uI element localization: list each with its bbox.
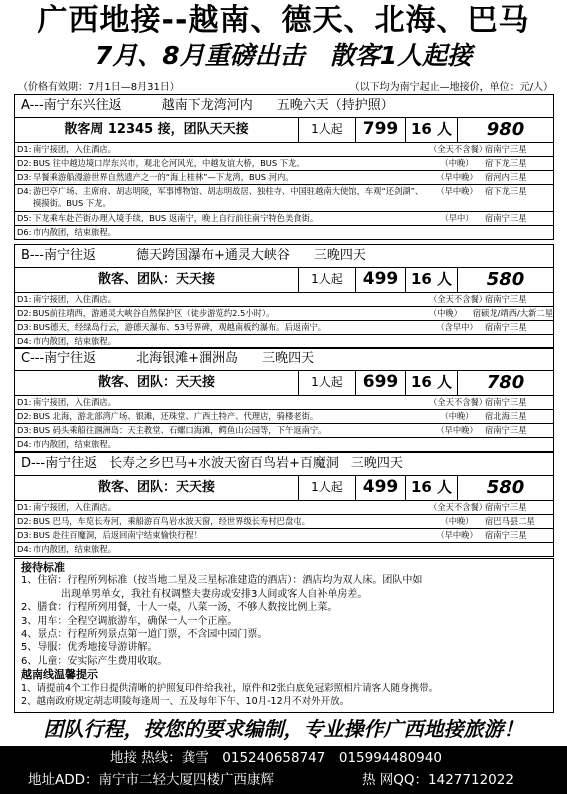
day-label: D2:	[17, 411, 32, 421]
day-hotel: 宿南宁三星	[485, 213, 527, 223]
price-group: 780	[486, 372, 525, 393]
day-hotel: 宿下龙三星	[485, 186, 527, 196]
day-text: 游巴亭广场、主席府、胡志明陵，军事博物馆、胡志明故居、独柱寺、中国驻越南大使馆，车观“还剑湖”、摸摸街。BUS 下龙。	[33, 186, 424, 208]
day-text: BUS 码头乘船往涠洲岛：天主教堂、石螺口海滩，鳄鱼山公园等，下午返南宁。	[33, 425, 327, 435]
day-hotel: 宿南宁三星	[485, 294, 527, 304]
day-text: BUS 巴马，车览长寿河，乘船游百鸟岩水波天窗，经世界级长寿村巴盘屯。	[33, 516, 310, 526]
terms-line: 3、用车：全程空调旅游车，确保一人一个正座。	[21, 615, 238, 627]
route-header-part: B---南宁往返	[21, 248, 96, 263]
day-text: BUS德天，经绿岛行云，游德天瀑布、53号界碑，观越南板约瀑布。后返南宁。	[33, 322, 327, 332]
tips-list	[21, 682, 547, 709]
day-meals: （早中）	[440, 213, 474, 223]
itinerary-day	[15, 529, 553, 543]
route-section	[14, 94, 554, 240]
day-meals: （中晚）	[440, 158, 474, 168]
itinerary-day	[15, 543, 553, 556]
route-header-part: 长寿之乡巴马+水波天窗百鸟岩+百魔洞	[109, 456, 339, 471]
day-label: D2:	[17, 308, 32, 318]
day-label: D2:	[17, 516, 32, 526]
footer	[0, 746, 567, 794]
terms-list	[21, 574, 547, 668]
price-group: 580	[486, 269, 525, 290]
itinerary-day	[15, 424, 553, 438]
terms-title: 接待标准	[21, 561, 65, 574]
day-text: 南宁接团，入住酒店。	[33, 144, 116, 154]
day-text: 早餐乘游船漫游世界自然遗产之一的“海上桂林”—下龙湾，BUS 河内。	[33, 172, 294, 182]
price-single: 799	[356, 118, 406, 142]
day-label: D3:	[17, 322, 32, 332]
itinerary-day	[15, 321, 553, 335]
day-text: BUS 赴往百魔洞，后返回南宁结束愉快行程！	[33, 530, 203, 540]
itinerary-day	[15, 307, 553, 321]
min-people: 1人起	[299, 118, 356, 142]
itinerary-day	[15, 396, 553, 410]
route-header	[15, 95, 553, 118]
slogan: 团队行程，按您的要求编制，专业操作广西地接旅游！	[43, 717, 524, 741]
route-schedule: 散客、团队：天天接	[15, 268, 299, 292]
day-meals: （早中晚）	[436, 425, 478, 435]
day-hotel: 宿硕龙/靖西/大新二星	[472, 308, 553, 318]
day-hotel: 宿下龙三星	[485, 158, 527, 168]
tips-title: 越南线温馨提示	[21, 668, 98, 682]
day-meals: （早中晚）	[436, 172, 478, 182]
route-header	[15, 348, 553, 371]
day-text: 南宁接团，入住酒店。	[33, 294, 116, 304]
terms-line: 6、儿童：安实际产生费用收取。	[21, 655, 168, 667]
day-hotel: 宿南宁三星	[485, 397, 527, 407]
route-header	[15, 245, 553, 268]
day-meals: （全天不含餐）	[429, 294, 488, 304]
route-header-part: 三晚四天	[313, 248, 366, 263]
itinerary-day	[15, 171, 553, 185]
footer-hotline: 地接 热线：龚雪 01524065874​7 015994480940	[110, 750, 442, 766]
route-section	[14, 347, 554, 452]
day-label: D3:	[17, 530, 32, 540]
day-meals: （含早中）	[436, 322, 478, 332]
day-meals	[429, 543, 485, 556]
route-schedule: 散客、团队：天天接	[15, 371, 299, 395]
day-meals: （早中晚）	[436, 530, 478, 540]
terms-line: 出现单男单女，我社有权调整夫妻房或安排3人间或客人自补单房差。	[21, 588, 368, 600]
day-meals	[429, 226, 485, 239]
day-text: 市内散团，结束旅程。	[33, 336, 116, 346]
day-label: D4:	[17, 336, 32, 346]
itinerary-day	[15, 226, 553, 239]
route-header-part: A---南宁东兴往返	[21, 98, 122, 113]
itinerary-day	[15, 185, 553, 212]
tips-line: 2、越南政府规定胡志明陵每逢周一、五及每年下午、10月-12月不对外开放。	[21, 696, 350, 708]
day-text: BUS 北海，游北部湾广场、银滩，还珠堂、广西土特产、代理店，骑楼老街。	[33, 411, 319, 421]
day-meals: （早中晚）	[436, 186, 478, 196]
route-header-part: C---南宁往返	[21, 351, 97, 366]
day-text: 市内散团，结束旅程。	[33, 439, 116, 449]
price-note: （以下均为南宁起止—地接价，单位：元/人）	[349, 82, 553, 93]
price-row	[15, 476, 553, 501]
price-row	[15, 268, 553, 293]
day-label: D3:	[17, 425, 32, 435]
route-section	[14, 244, 554, 349]
day-hotel	[485, 438, 553, 451]
day-label: D4:	[17, 186, 32, 196]
min-people: 1人起	[299, 476, 356, 500]
group-size: 16 人	[406, 371, 458, 395]
day-meals: （全天不含餐）	[429, 144, 488, 154]
route-header-part: 北海银滩+涠洲岛	[136, 351, 239, 366]
day-hotel: 宿南宁三星	[485, 530, 527, 540]
itinerary-day	[15, 212, 553, 226]
price-row	[15, 118, 553, 143]
day-text: BUS前往靖西，游通灵大峡谷自然保护区（徒步游览约2.5小时）。	[32, 308, 275, 318]
terms-line: 2、膳食：行程所列用餐，十人一桌，八菜一汤，不够人数按比例上菜。	[21, 602, 338, 614]
page-title: 广西地接--越南、德天、北海、巴马	[37, 3, 530, 38]
route-header	[15, 453, 553, 476]
day-meals: （中晚）	[428, 308, 463, 318]
route-header-part: 德天跨国瀑布+通灵大峡谷	[136, 248, 290, 263]
price-group: 980	[486, 119, 525, 140]
price-single: 499	[356, 476, 406, 500]
day-label: D6:	[17, 227, 32, 237]
route-section	[14, 452, 554, 557]
itinerary-day	[15, 501, 553, 515]
day-hotel: 宿南宁三星	[485, 322, 527, 332]
route-header-part: 三晚四天	[262, 351, 315, 366]
day-meals: （中晚）	[440, 411, 474, 421]
day-meals: （全天不含餐）	[429, 502, 488, 512]
price-single: 499	[356, 268, 406, 292]
day-text: 南宁接团，入住酒店。	[33, 502, 116, 512]
day-meals: （全天不含餐）	[429, 397, 488, 407]
day-label: D2:	[17, 158, 32, 168]
day-label: D4:	[17, 544, 32, 554]
price-single: 699	[356, 371, 406, 395]
day-label: D4:	[17, 439, 32, 449]
day-hotel: 宿南宁三星	[485, 502, 527, 512]
day-hotel: 宿南宁三星	[485, 144, 527, 154]
terms-line: 1、住宿：行程所列标准（按当地二星及三星标准建造的酒店）：酒店均为双人床。团队中如	[21, 575, 423, 587]
day-label: D3:	[17, 172, 32, 182]
day-text: 市内散团，结束旅程。	[33, 544, 116, 554]
min-people: 1人起	[299, 371, 356, 395]
itinerary-day	[15, 438, 553, 451]
price-row	[15, 371, 553, 396]
day-text: 市内散团，结束旅程。	[33, 227, 116, 237]
terms-line: 4、景点：行程所列景点第一道门票，不含园中园门票。	[21, 629, 268, 641]
group-size: 16 人	[406, 268, 458, 292]
day-label: D1:	[17, 144, 32, 154]
footer-qq: 热 网QQ：1427712022	[362, 772, 514, 788]
day-label: D1:	[17, 502, 32, 512]
itinerary-day	[15, 157, 553, 171]
itinerary-day	[15, 143, 553, 157]
itinerary-day	[15, 293, 553, 307]
page-subtitle: 7月、8月重磅出击 散客1人起接	[94, 41, 473, 70]
itinerary-day	[15, 410, 553, 424]
group-size: 16 人	[406, 476, 458, 500]
day-hotel	[485, 543, 553, 556]
route-header-part: 越南下龙湾河内	[161, 98, 253, 113]
day-hotel: 宿河内三星	[485, 172, 527, 182]
day-meals	[429, 438, 485, 451]
day-label: D5:	[17, 213, 32, 223]
min-people: 1人起	[299, 268, 356, 292]
route-header-part: D---南宁往返	[21, 456, 98, 471]
day-hotel: 宿巴马县二星	[485, 516, 535, 526]
terms-box	[14, 558, 554, 713]
route-header-part: 三晚四天	[350, 456, 403, 471]
terms-line: 5、导服：优秀地接导游讲解。	[21, 642, 158, 654]
itinerary-day	[15, 515, 553, 529]
day-hotel: 宿北海三星	[485, 411, 527, 421]
footer-address: 地址ADD：南宁市二轻大厦四楼广西康辉	[28, 772, 275, 788]
day-text: BUS 往中越边境口岸东兴市，观北仑河风光，中越友谊大桥，BUS 下龙。	[33, 158, 305, 168]
route-schedule: 散客、团队：天天接	[15, 476, 299, 500]
tips-line: 1、请提前4个工作日提供清晰的护照复印件给我社，原件和2张白底免冠彩照相片请客人随身携带。	[21, 682, 439, 694]
day-label: D1:	[17, 397, 32, 407]
route-schedule: 散客周 12345 接，团队天天接	[15, 118, 299, 142]
price-validity: （价格有效期：7月1日—8月31日）	[18, 82, 180, 93]
day-label: D1:	[17, 294, 32, 304]
route-header-part: 五晚六天（持护照）	[276, 98, 394, 113]
price-group: 580	[486, 477, 525, 498]
group-size: 16 人	[406, 118, 458, 142]
day-meals: （中晚）	[440, 516, 474, 526]
day-hotel	[485, 226, 553, 239]
day-text: 下龙乘车赴芒街办理入境手续，BUS 返南宁，晚上自行前往南宁特色美食街。	[33, 213, 319, 223]
day-text: 南宁接团，入住酒店。	[33, 397, 116, 407]
day-hotel: 宿南宁三星	[485, 425, 527, 435]
